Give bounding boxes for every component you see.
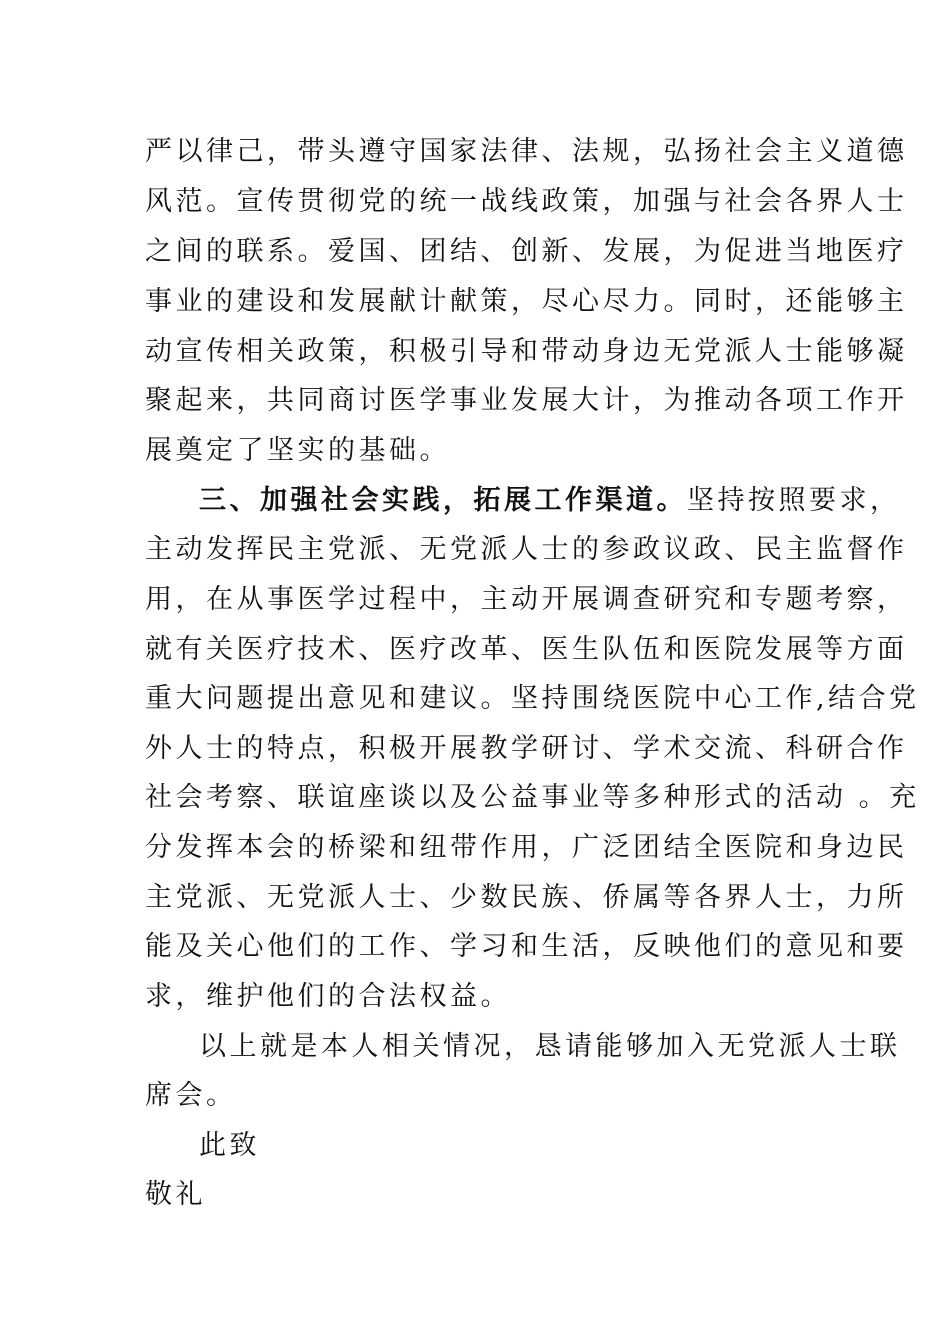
paragraph-2-line-9: 主党派、无党派人士、少数民族、侨属等各界人士，力所 bbox=[145, 882, 908, 913]
paragraph-2-line-2: 主动发挥民主党派、无党派人士的参政议政、民主监督作 bbox=[145, 534, 908, 565]
paragraph-2-line-4: 就有关医疗技术、医疗改革、医生队伍和医院发展等方面 bbox=[145, 634, 908, 665]
paragraph-3-line-1: 以上就是本人相关情况，恳请能够加入无党派人士联 bbox=[199, 1031, 901, 1062]
section-heading: 三、加强社会实践，拓展工作渠道。 bbox=[199, 485, 687, 516]
paragraph-2-line-8: 分发挥本会的桥梁和纽带作用，广泛团结全医院和身边民 bbox=[145, 832, 908, 863]
paragraph-1-line-4: 事业的建设和发展献计献策，尽心尽力。同时，还能够主 bbox=[145, 286, 908, 317]
closing-salutation: 此致 bbox=[199, 1130, 260, 1161]
paragraph-2-line-1-rest: 坚持按照要求， bbox=[687, 485, 901, 516]
paragraph-2-line-3: 用，在从事医学过程中，主动开展调查研究和专题考察， bbox=[145, 584, 908, 615]
paragraph-1-line-1: 严以律己，带头遵守国家法律、法规，弘扬社会主义道德 bbox=[145, 136, 908, 167]
paragraph-3-line-2: 席会。 bbox=[145, 1080, 237, 1111]
paragraph-2-line-10: 能及关心他们的工作、学习和生活，反映他们的意见和要 bbox=[145, 931, 908, 962]
paragraph-2-line-6: 外人士的特点，积极开展教学研讨、学术交流、科研合作 bbox=[145, 733, 908, 764]
paragraph-1-line-3: 之间的联系。爱国、团结、创新、发展，为促进当地医疗 bbox=[145, 236, 908, 267]
paragraph-2-line-7: 社会考察、联谊座谈以及公益事业等多种形式的活动 。充 bbox=[145, 782, 920, 813]
paragraph-1-line-2: 风范。宣传贯彻党的统一战线政策，加强与社会各界人士 bbox=[145, 186, 908, 217]
paragraph-1-line-7: 展奠定了坚实的基础。 bbox=[145, 435, 450, 466]
paragraph-2-line-1 bbox=[199, 483, 901, 519]
paragraph-1-line-5: 动宣传相关政策，积极引导和带动身边无党派人士能够凝 bbox=[145, 336, 908, 367]
paragraph-2-line-5: 重大问题提出意见和建议。坚持围绕医院中心工作,结合党 bbox=[145, 683, 920, 714]
closing-regards: 敬礼 bbox=[145, 1179, 206, 1210]
paragraph-2-line-11: 求，维护他们的合法权益。 bbox=[145, 981, 511, 1012]
paragraph-1-line-6: 聚起来，共同商讨医学事业发展大计，为推动各项工作开 bbox=[145, 385, 908, 416]
